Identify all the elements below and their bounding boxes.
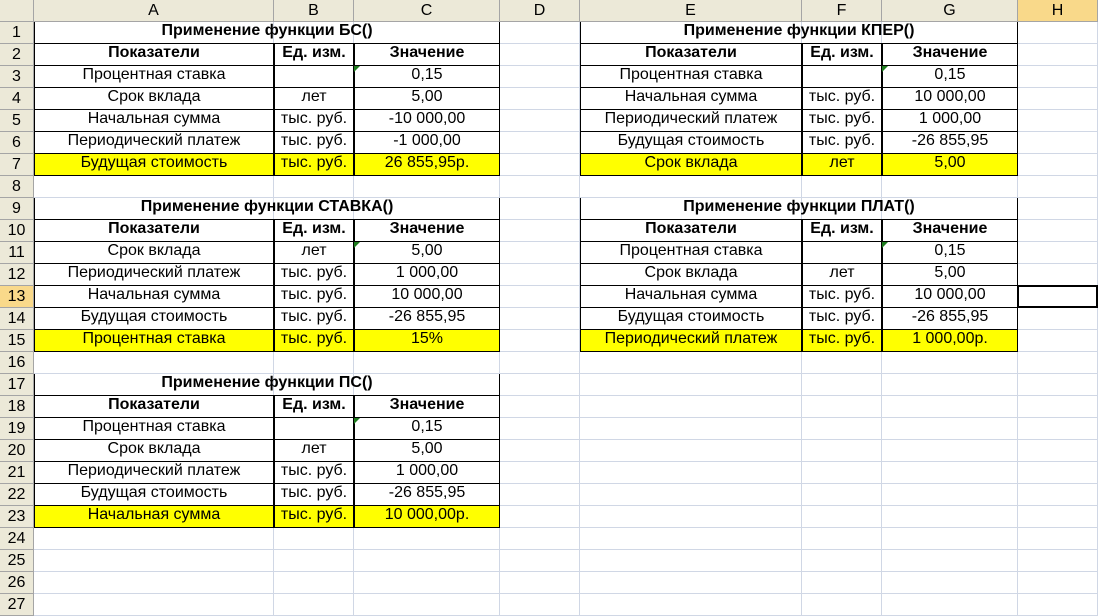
table-cell[interactable]: 1 000,00 (354, 264, 500, 286)
table-cell[interactable]: Будущая стоимость (34, 484, 274, 506)
row-header-10[interactable]: 10 (0, 220, 34, 242)
table-cell[interactable]: -26 855,95 (354, 308, 500, 330)
active-cell-h13[interactable] (1017, 285, 1098, 308)
result-cell[interactable]: 10 000,00р. (354, 506, 500, 528)
result-cell[interactable]: тыс. руб. (274, 330, 354, 352)
error-indicator-icon (882, 242, 888, 248)
error-indicator-icon (354, 66, 360, 72)
select-all-corner[interactable] (0, 0, 34, 22)
table-header-cell[interactable]: Ед. изм. (274, 220, 354, 242)
table-cell[interactable]: Периодический платеж (34, 132, 274, 154)
result-cell[interactable]: 1 000,00р. (882, 330, 1018, 352)
table-header-cell[interactable]: Значение (354, 396, 500, 418)
table-cell[interactable]: тыс. руб. (274, 308, 354, 330)
table-title-kper[interactable]: Применение функции КПЕР() (580, 22, 1018, 44)
table-cell[interactable]: тыс. руб. (274, 110, 354, 132)
table-cell[interactable]: 5,00 (354, 242, 500, 264)
column-header-h[interactable]: H (1018, 0, 1098, 22)
row-header-20[interactable]: 20 (0, 440, 34, 462)
table-cell[interactable]: лет (274, 440, 354, 462)
table-cell[interactable]: Будущая стоимость (580, 308, 802, 330)
column-header-d[interactable]: D (500, 0, 580, 22)
table-cell[interactable] (274, 66, 354, 88)
result-cell[interactable]: лет (802, 154, 882, 176)
table-cell[interactable]: тыс. руб. (802, 88, 882, 110)
table-cell[interactable]: тыс. руб. (802, 308, 882, 330)
table-title-plat[interactable]: Применение функции ПЛАТ() (580, 198, 1018, 220)
column-header-f[interactable]: F (802, 0, 882, 22)
row-header-12[interactable]: 12 (0, 264, 34, 286)
table-header-cell[interactable]: Значение (354, 220, 500, 242)
gridline-horizontal (34, 571, 1098, 572)
result-cell[interactable]: 5,00 (882, 154, 1018, 176)
table-cell[interactable]: 5,00 (354, 440, 500, 462)
table-cell[interactable]: 5,00 (354, 88, 500, 110)
table-header-cell[interactable]: Значение (882, 44, 1018, 66)
table-cell[interactable]: тыс. руб. (274, 286, 354, 308)
table-cell[interactable]: 1 000,00 (882, 110, 1018, 132)
gridline-horizontal (34, 593, 1098, 594)
table-header-cell[interactable]: Значение (882, 220, 1018, 242)
table-title-bs[interactable]: Применение функции БС() (34, 22, 500, 44)
table-cell[interactable]: Срок вклада (34, 440, 274, 462)
column-header-g[interactable]: G (882, 0, 1018, 22)
row-header-7[interactable]: 7 (0, 154, 34, 176)
table-cell[interactable]: Периодический платеж (34, 264, 274, 286)
table-cell[interactable]: 5,00 (882, 264, 1018, 286)
result-cell[interactable]: Будущая стоимость (34, 154, 274, 176)
table-cell[interactable]: Будущая стоимость (34, 308, 274, 330)
table-cell[interactable] (802, 242, 882, 264)
row-header-6[interactable]: 6 (0, 132, 34, 154)
result-cell[interactable]: Срок вклада (580, 154, 802, 176)
row-header-4[interactable]: 4 (0, 88, 34, 110)
column-header-c[interactable]: C (354, 0, 500, 22)
row-header-13[interactable]: 13 (0, 286, 34, 308)
row-header-3[interactable]: 3 (0, 66, 34, 88)
table-cell[interactable] (274, 418, 354, 440)
table-cell[interactable]: тыс. руб. (802, 110, 882, 132)
result-cell[interactable]: 26 855,95р. (354, 154, 500, 176)
table-header-cell[interactable]: Показатели (580, 44, 802, 66)
row-header-11[interactable]: 11 (0, 242, 34, 264)
table-cell[interactable] (802, 66, 882, 88)
table-cell[interactable]: 10 000,00 (354, 286, 500, 308)
row-header-27[interactable]: 27 (0, 594, 34, 616)
table-cell[interactable]: 0,15 (354, 418, 500, 440)
row-header-9[interactable]: 9 (0, 198, 34, 220)
table-cell[interactable]: лет (274, 242, 354, 264)
table-cell[interactable]: Периодический платеж (34, 462, 274, 484)
table-cell[interactable]: -26 855,95 (882, 132, 1018, 154)
row-header-24[interactable]: 24 (0, 528, 34, 550)
table-cell[interactable]: тыс. руб. (274, 264, 354, 286)
row-header-16[interactable]: 16 (0, 352, 34, 374)
result-cell[interactable]: тыс. руб. (274, 506, 354, 528)
result-cell[interactable]: Периодический платеж (580, 330, 802, 352)
row-header-22[interactable]: 22 (0, 484, 34, 506)
row-header-17[interactable]: 17 (0, 374, 34, 396)
table-cell[interactable]: 1 000,00 (354, 462, 500, 484)
column-header-e[interactable]: E (580, 0, 802, 22)
table-cell[interactable]: -26 855,95 (882, 308, 1018, 330)
table-header-cell[interactable]: Показатели (34, 396, 274, 418)
row-header-8[interactable]: 8 (0, 176, 34, 198)
table-cell[interactable]: Будущая стоимость (580, 132, 802, 154)
row-header-1[interactable]: 1 (0, 22, 34, 44)
table-cell[interactable]: 0,15 (882, 66, 1018, 88)
row-header-2[interactable]: 2 (0, 44, 34, 66)
result-cell[interactable]: тыс. руб. (802, 330, 882, 352)
table-cell[interactable]: Периодический платеж (580, 110, 802, 132)
row-header-26[interactable]: 26 (0, 572, 34, 594)
column-header-a[interactable]: A (34, 0, 274, 22)
result-cell[interactable]: Процентная ставка (34, 330, 274, 352)
table-header-cell[interactable]: Показатели (34, 44, 274, 66)
table-header-cell[interactable]: Показатели (34, 220, 274, 242)
table-cell[interactable]: Начальная сумма (34, 286, 274, 308)
row-header-23[interactable]: 23 (0, 506, 34, 528)
table-cell[interactable]: лет (802, 264, 882, 286)
table-cell[interactable]: Срок вклада (580, 264, 802, 286)
table-cell[interactable]: -26 855,95 (354, 484, 500, 506)
table-cell[interactable]: тыс. руб. (274, 132, 354, 154)
row-header-18[interactable]: 18 (0, 396, 34, 418)
error-indicator-icon (354, 418, 360, 424)
gridline-horizontal (34, 549, 1098, 550)
table-cell[interactable]: Начальная сумма (34, 110, 274, 132)
table-cell[interactable]: тыс. руб. (274, 484, 354, 506)
table-title-ps[interactable]: Применение функции ПС() (34, 374, 500, 396)
result-cell[interactable]: Начальная сумма (34, 506, 274, 528)
row-header-19[interactable]: 19 (0, 418, 34, 440)
table-cell[interactable]: -10 000,00 (354, 110, 500, 132)
table-cell[interactable]: 10 000,00 (882, 88, 1018, 110)
table-header-cell[interactable]: Ед. изм. (802, 220, 882, 242)
table-cell[interactable]: Процентная ставка (34, 66, 274, 88)
table-cell[interactable]: 0,15 (354, 66, 500, 88)
table-header-cell[interactable]: Ед. изм. (274, 396, 354, 418)
table-cell[interactable]: тыс. руб. (274, 462, 354, 484)
table-cell[interactable]: лет (274, 88, 354, 110)
table-title-stavka[interactable]: Применение функции СТАВКА() (34, 198, 500, 220)
table-cell[interactable]: Процентная ставка (34, 418, 274, 440)
table-cell[interactable]: Срок вклада (34, 88, 274, 110)
table-header-cell[interactable]: Ед. изм. (274, 44, 354, 66)
result-cell[interactable]: 15% (354, 330, 500, 352)
table-header-cell[interactable]: Показатели (580, 220, 802, 242)
row-header-21[interactable]: 21 (0, 462, 34, 484)
table-header-cell[interactable]: Ед. изм. (802, 44, 882, 66)
table-header-cell[interactable]: Значение (354, 44, 500, 66)
table-cell[interactable]: тыс. руб. (802, 286, 882, 308)
result-cell[interactable]: тыс. руб. (274, 154, 354, 176)
column-header-b[interactable]: B (274, 0, 354, 22)
table-cell[interactable]: -1 000,00 (354, 132, 500, 154)
row-header-5[interactable]: 5 (0, 110, 34, 132)
table-cell[interactable]: 0,15 (882, 242, 1018, 264)
table-cell[interactable]: Начальная сумма (580, 286, 802, 308)
table-cell[interactable]: Процентная ставка (580, 242, 802, 264)
table-cell[interactable]: Срок вклада (34, 242, 274, 264)
row-header-14[interactable]: 14 (0, 308, 34, 330)
row-header-25[interactable]: 25 (0, 550, 34, 572)
error-indicator-icon (882, 66, 888, 72)
error-indicator-icon (354, 242, 360, 248)
row-header-15[interactable]: 15 (0, 330, 34, 352)
table-cell[interactable]: Процентная ставка (580, 66, 802, 88)
table-cell[interactable]: Начальная сумма (580, 88, 802, 110)
table-cell[interactable]: 10 000,00 (882, 286, 1018, 308)
table-cell[interactable]: тыс. руб. (802, 132, 882, 154)
